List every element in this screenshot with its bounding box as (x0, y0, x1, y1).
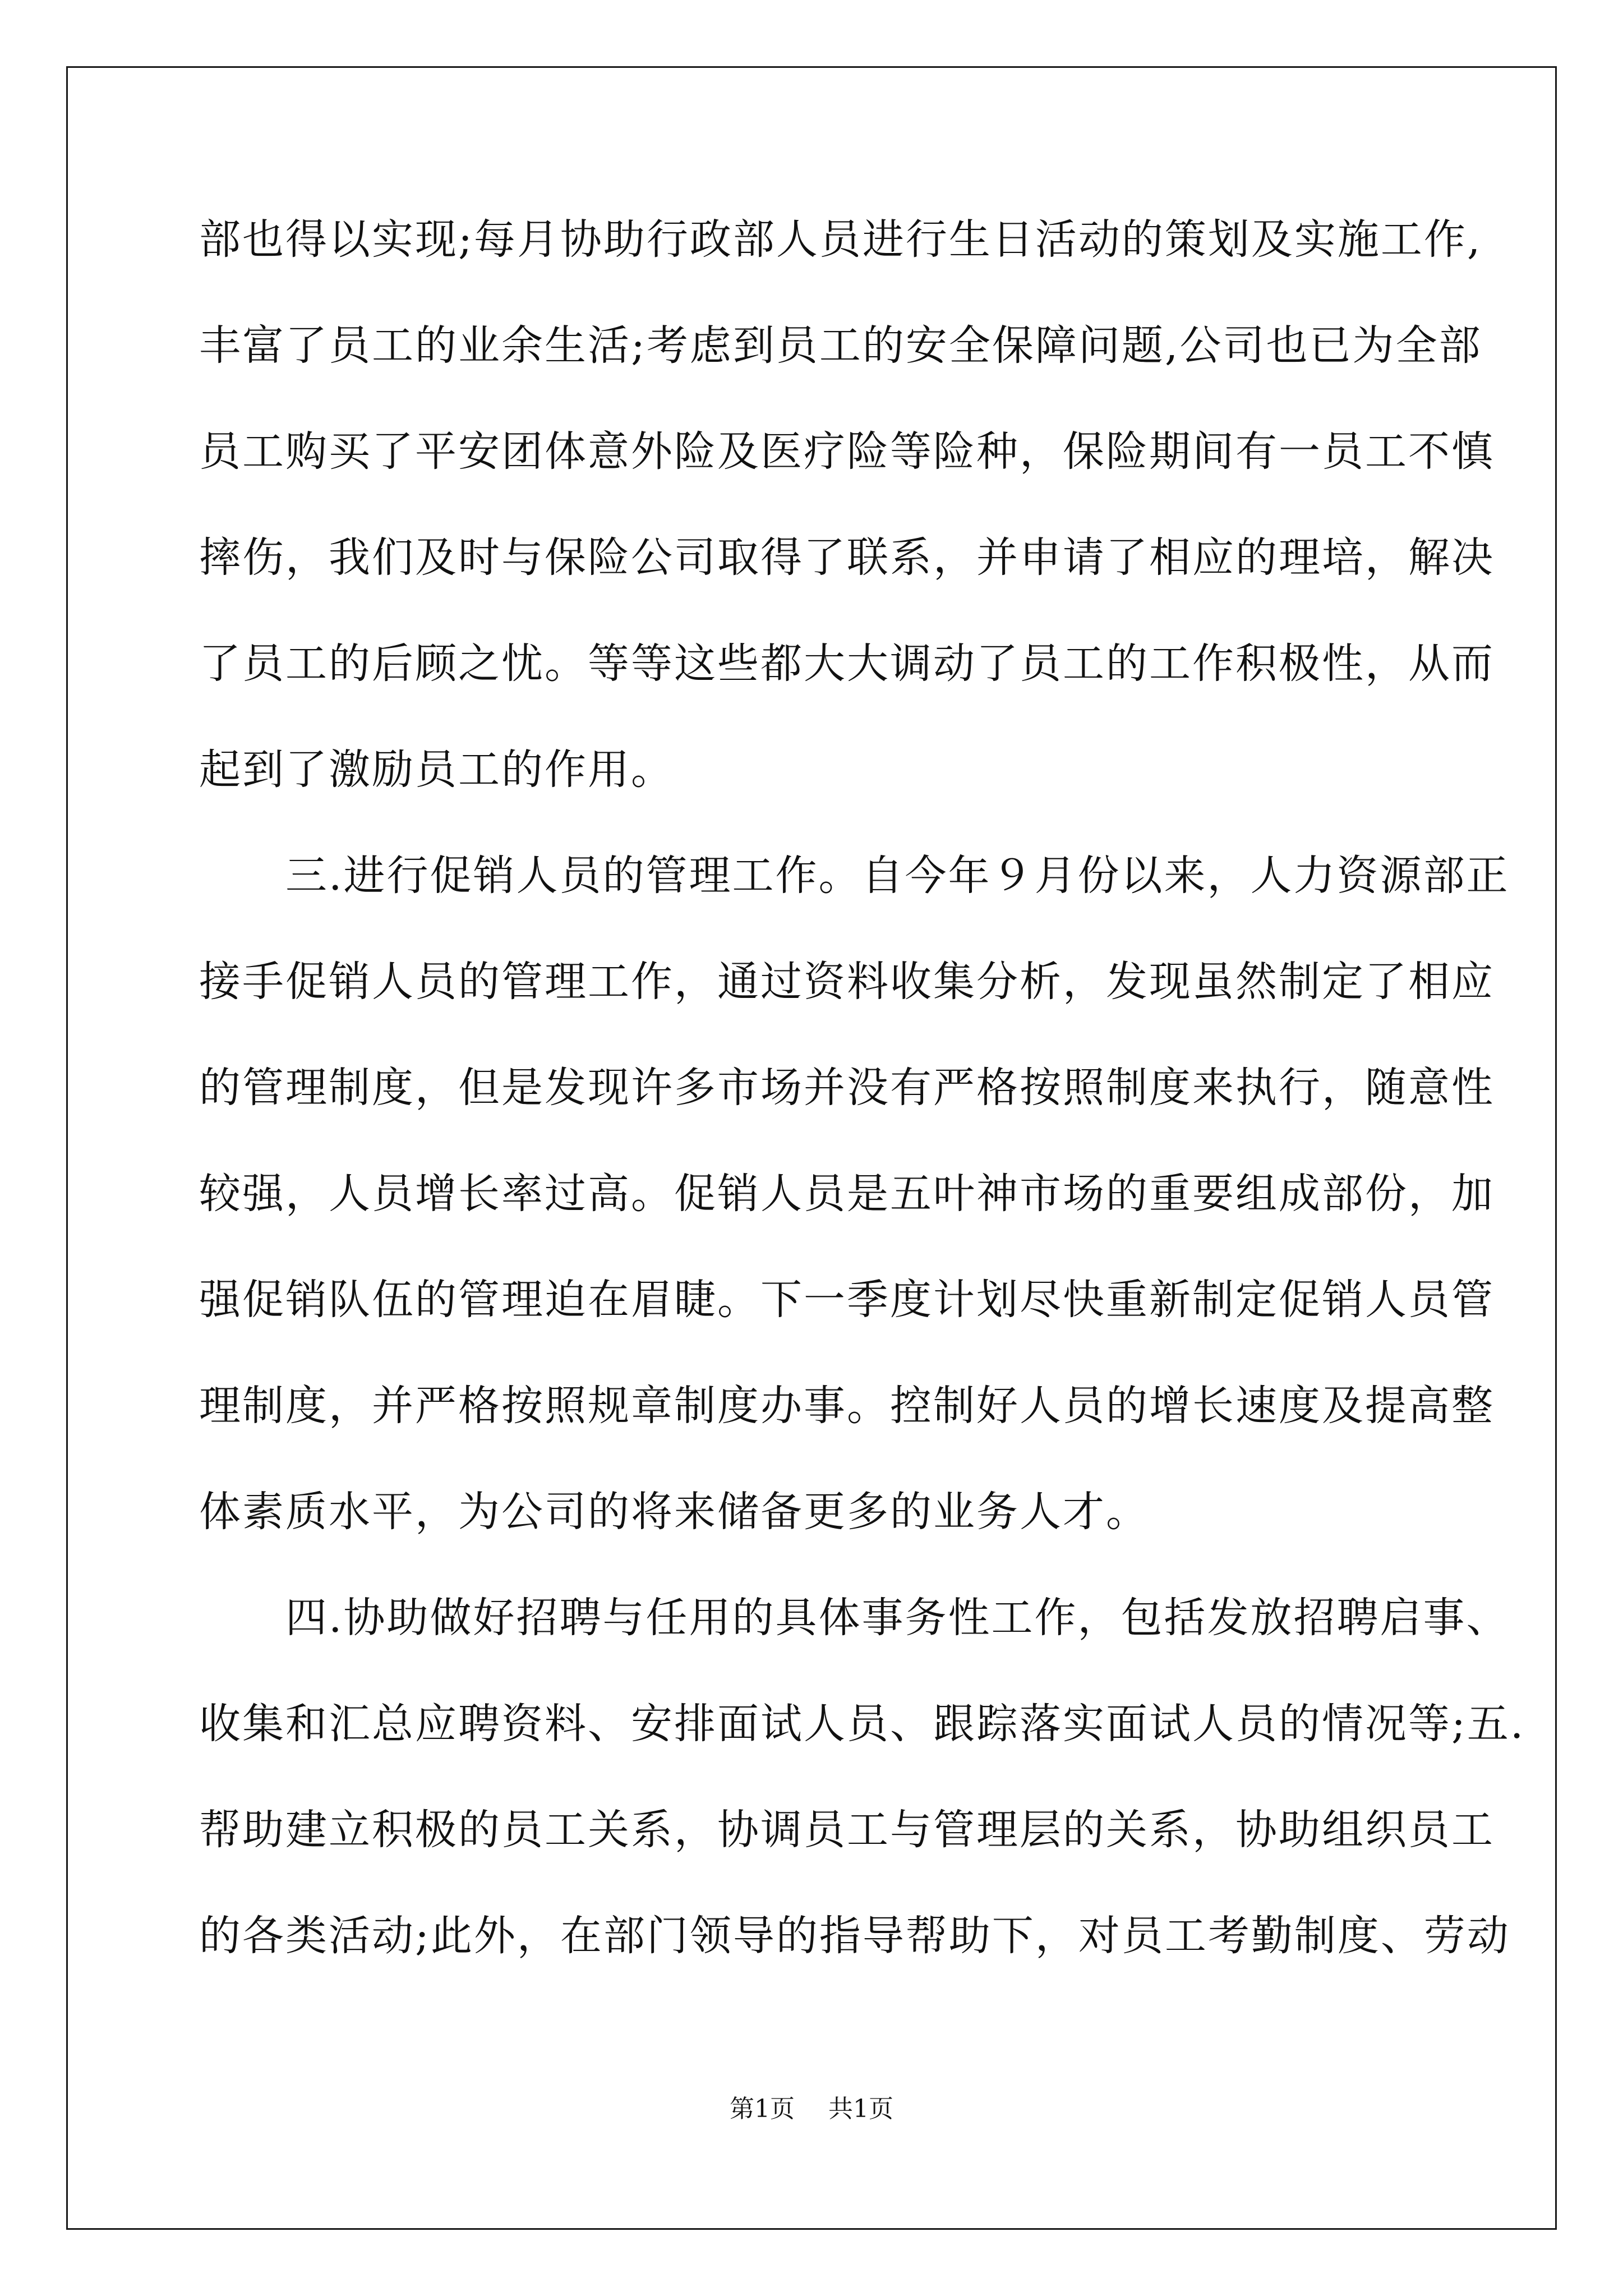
text-line: 强促销队伍的管理迫在眉睫。下一季度计划尽快重新制定促销人员管 (199, 1276, 1495, 1324)
text-line: 接手促销人员的管理工作，通过资料收集分析，发现虽然制定了相应 (199, 958, 1495, 1006)
page-number-total: 共1页 (828, 2095, 893, 2123)
text-line: 理制度，并严格按照规章制度办事。控制好人员的增长速度及提高整 (199, 1382, 1495, 1430)
text-line: 收集和汇总应聘资料、安排面试人员、跟踪落实面试人员的情况等;五. (199, 1700, 1525, 1748)
text-line: 摔伤，我们及时与保险公司取得了联系，并申请了相应的理培，解决 (199, 533, 1495, 582)
text-line: 的管理制度，但是发现许多市场并没有严格按照制度来执行，随意性 (199, 1064, 1495, 1112)
page-number-current: 第1页 (730, 2095, 795, 2123)
text-line: 帮助建立积极的员工关系，协调员工与管理层的关系，协助组织员工 (199, 1806, 1495, 1854)
document-body (199, 213, 1525, 2016)
text-line: 丰富了员工的业余生活;考虑到员工的安全保障问题,公司也已为全部 (199, 321, 1482, 370)
text-line: 体素质水平，为公司的将来储备更多的业务人才。 (199, 1488, 1149, 1536)
text-line: 较强，人员增长率过高。促销人员是五叶神市场的重要组成部份，加 (199, 1170, 1495, 1218)
page-footer (0, 2092, 1623, 2126)
text-line: 四.协助做好招聘与任用的具体事务性工作，包括发放招聘启事、 (199, 1594, 1510, 1642)
text-line: 员工购买了平安团体意外险及医疗险等险种，保险期间有一员工不慎 (199, 427, 1495, 476)
text-line: 了员工的后顾之忧。等等这些都大大调动了员工的工作积极性，从而 (199, 639, 1495, 688)
text-line: 三.进行促销人员的管理工作。自今年９月份以来，人力资源部正 (199, 852, 1510, 900)
text-line: 起到了激励员工的作用。 (199, 746, 674, 794)
text-line: 的各类活动;此外，在部门领导的指导帮助下，对员工考勤制度、劳动 (199, 1912, 1510, 1960)
text-line: 部也得以实现;每月协助行政部人员进行生日活动的策划及实施工作, (199, 215, 1482, 264)
